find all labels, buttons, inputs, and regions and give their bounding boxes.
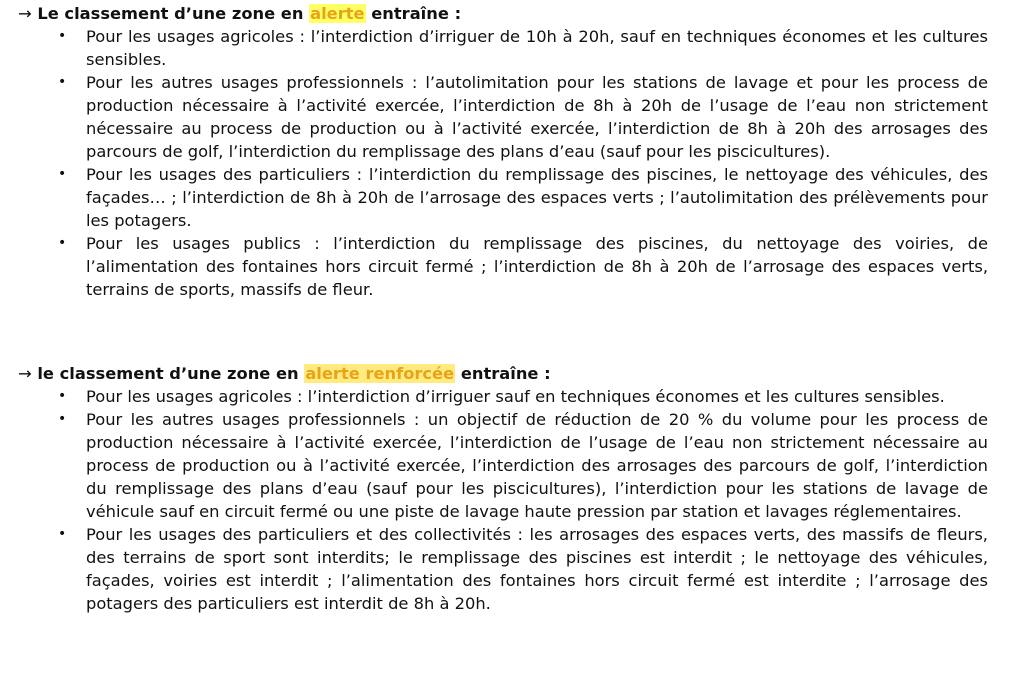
arrow-right-icon: → bbox=[18, 4, 32, 23]
heading-highlight: alerte renforcée bbox=[305, 364, 455, 383]
section-alerte bbox=[18, 2, 1008, 301]
list-item bbox=[18, 385, 1008, 408]
list-item-text: Pour les usages agricoles : l’interdiction d’irriguer sauf en techniques économes et les cultures sensibles. bbox=[86, 387, 945, 406]
bullet-icon: • bbox=[58, 28, 67, 44]
list-item bbox=[18, 408, 1008, 523]
list-item-text: Pour les autres usages professionnels : un objectif de réduction de 20 % du volume pour les process de production nécessaire à l’activité exercée, l’interdiction de l’usage de l’eau non strictement nécessaire au process de production ou à l’activité exercée, l’interdiction des arrosages des parcours de golf, l’interdiction du remplissage des plans d’eau (sauf pour les piscicultures), l’interdiction pour les stations de lavage de véhicule sauf en circuit fermé ou une piste de lavage haute pression par station et lavages réglementaires. bbox=[86, 410, 988, 521]
list-item-text: Pour les usages des particuliers : l’interdiction du remplissage des piscines, le nettoyage des véhicules, des façades… ; l’interdiction de 8h à 20h de l’arrosage des espaces verts ; l’autolimitation des prélèvements pour les potagers. bbox=[86, 165, 988, 230]
list-item bbox=[18, 163, 1008, 232]
section-heading bbox=[18, 362, 1008, 385]
bullet-list bbox=[18, 25, 1008, 301]
heading-highlight: alerte bbox=[310, 4, 365, 23]
bullet-icon: • bbox=[58, 388, 67, 404]
heading-text-before: Le classement d’une zone en bbox=[37, 4, 304, 23]
heading-text-before: le classement d’une zone en bbox=[37, 364, 299, 383]
list-item bbox=[18, 25, 1008, 71]
list-item bbox=[18, 71, 1008, 163]
list-item-text: Pour les usages publics : l’interdiction du remplissage des piscines, du nettoyage des voiries, de l’alimentation des fontaines hors circuit fermé ; l’interdiction de 8h à 20h de l’arrosage des espaces verts, terrains de sports, massifs de fleur. bbox=[86, 234, 988, 299]
arrow-right-icon: → bbox=[18, 364, 32, 383]
bullet-icon: • bbox=[58, 411, 67, 427]
list-item bbox=[18, 232, 1008, 301]
bullet-icon: • bbox=[58, 166, 67, 182]
bullet-icon: • bbox=[58, 74, 67, 90]
section-alerte-renforcee bbox=[18, 362, 1008, 615]
section-heading bbox=[18, 2, 1008, 25]
list-item-text: Pour les usages des particuliers et des collectivités : les arrosages des espaces verts, des massifs de fleurs, des terrains de sport sont interdits; le remplissage des piscines est interdit ; le nettoyage des véhicules, façades, voiries est interdit ; l’alimentation des fontaines hors circuit fermé est interdite ; l’arrosage des potagers des particuliers est interdit de 8h à 20h. bbox=[86, 525, 988, 613]
list-item-text: Pour les autres usages professionnels : l’autolimitation pour les stations de lavage et pour les process de production nécessaire à l’activité exercée, l’interdiction de 8h à 20h de l’usage de l’eau non strictement nécessaire au process de production ou à l’activité exercée, l’interdiction de 8h à 20h des arrosages des parcours de golf, l’interdiction du remplissage des plans d’eau (sauf pour les piscicultures). bbox=[86, 73, 988, 161]
list-item bbox=[18, 523, 1008, 615]
bullet-list bbox=[18, 385, 1008, 615]
bullet-icon: • bbox=[58, 235, 67, 251]
bullet-icon: • bbox=[58, 526, 67, 542]
heading-text-after: entraîne : bbox=[460, 364, 551, 383]
heading-text-after: entraîne : bbox=[371, 4, 462, 23]
list-item-text: Pour les usages agricoles : l’interdiction d’irriguer de 10h à 20h, sauf en techniques économes et les cultures sensibles. bbox=[86, 27, 988, 69]
